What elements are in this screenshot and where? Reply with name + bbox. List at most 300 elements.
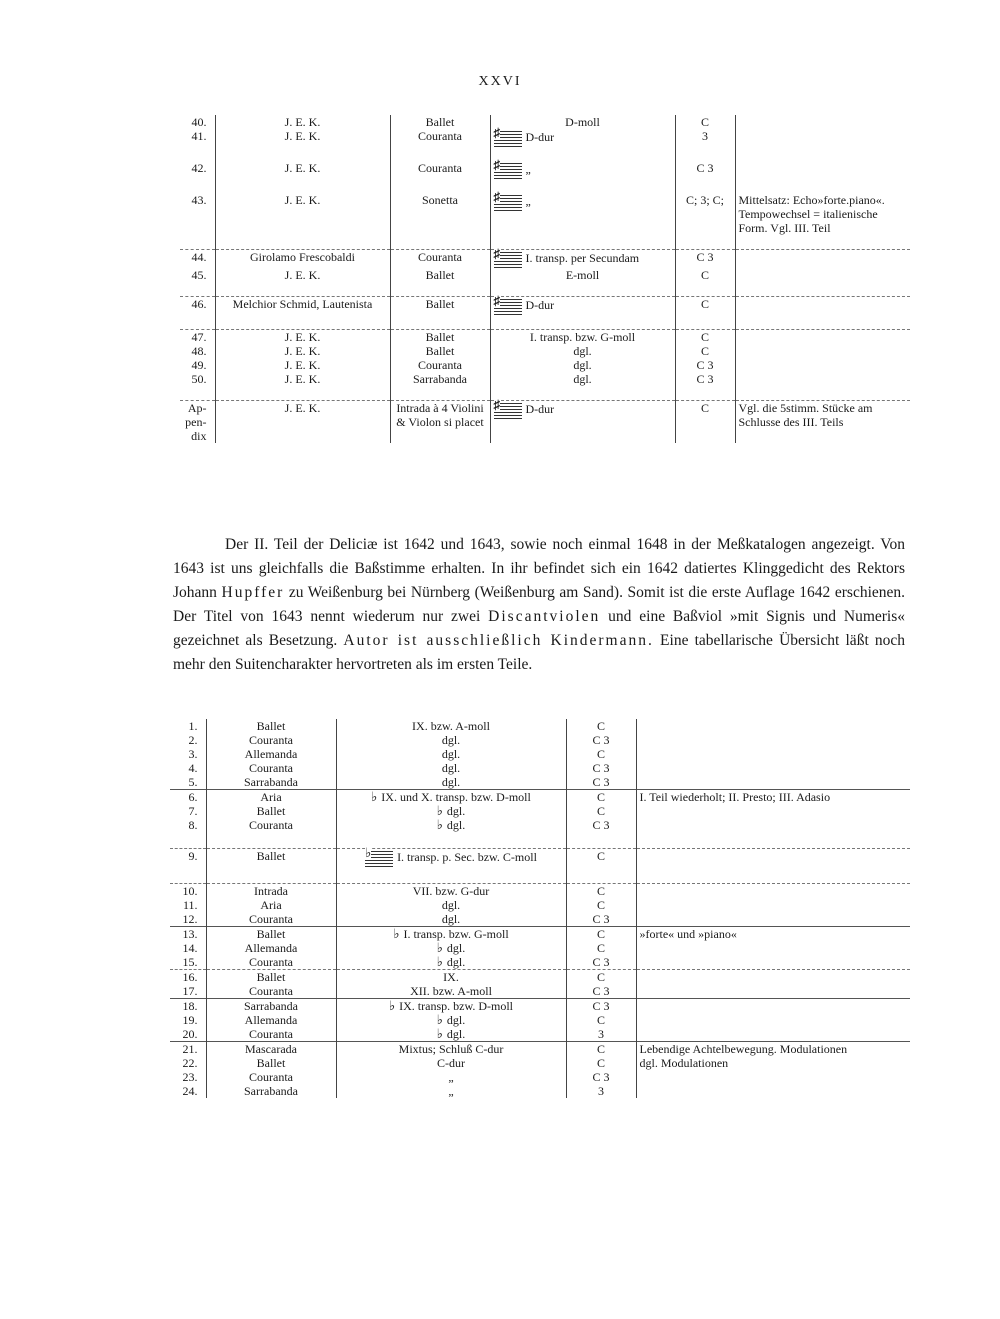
piece-title	[390, 297, 490, 316]
piece-title	[206, 884, 336, 899]
note-text: Vgl. die 5stimm. Stücke am Schlusse des III. Teils	[738, 401, 873, 429]
meter	[566, 775, 636, 790]
piece-title-text: Ballet	[425, 344, 455, 358]
row-number-text: 40.	[191, 115, 207, 129]
table-row	[170, 733, 910, 747]
row-number	[170, 747, 206, 761]
key	[336, 955, 566, 970]
row-spacer	[180, 315, 910, 330]
key-text: dgl.	[441, 775, 461, 789]
meter-text: 3	[598, 1084, 604, 1098]
composer	[215, 297, 390, 316]
row-number	[170, 984, 206, 999]
note	[735, 268, 910, 282]
note	[636, 1084, 910, 1098]
piece-title-text: Allemanda	[244, 941, 298, 955]
key-text: dgl.	[573, 358, 592, 372]
piece-title	[390, 372, 490, 386]
row-number	[170, 1084, 206, 1098]
sharp-icon: ♯	[493, 157, 500, 172]
row-number-text: 16.	[182, 970, 198, 984]
row-number-text: Ap- pen- dix	[185, 401, 207, 443]
table-row	[180, 344, 910, 358]
row-number	[170, 1027, 206, 1042]
meter-text: C 3	[592, 733, 610, 747]
meter-text: C 3	[696, 372, 714, 386]
row-number	[170, 804, 206, 818]
table-row	[170, 941, 910, 955]
composer	[215, 161, 390, 179]
meter	[566, 1027, 636, 1042]
key	[336, 927, 566, 942]
piece-title-text: Couranta	[418, 358, 462, 372]
key	[490, 358, 675, 372]
piece-title-text: Sarrabanda	[244, 999, 298, 1013]
piece-title	[206, 970, 336, 985]
key-text: I. transp. per Secundam	[525, 250, 640, 265]
meter	[675, 372, 735, 386]
key	[336, 1056, 566, 1070]
key	[336, 984, 566, 999]
key-text: dgl.	[446, 941, 466, 955]
note	[735, 297, 910, 316]
table-row	[170, 1027, 910, 1042]
piece-title	[206, 849, 336, 868]
piece-title	[390, 161, 490, 179]
piece-title	[390, 358, 490, 372]
table-row	[180, 297, 910, 316]
key	[336, 790, 566, 805]
clef-icon	[493, 293, 522, 315]
piece-title	[206, 733, 336, 747]
row-number	[170, 955, 206, 970]
table-row	[170, 927, 910, 942]
piece-title-text: Sarrabanda	[244, 775, 298, 789]
row-number-text: 13.	[182, 927, 198, 941]
key-text: VII. bzw. G-dur	[412, 884, 490, 898]
key-text: I. transp. p. Sec. bzw. C-moll	[397, 849, 537, 864]
piece-title	[206, 747, 336, 761]
composer	[215, 358, 390, 372]
note	[735, 344, 910, 358]
key	[336, 912, 566, 927]
key	[336, 898, 566, 912]
flat-icon: ♭	[393, 926, 400, 941]
meter-text: C	[700, 115, 709, 129]
piece-title-text: Mascarada	[245, 1042, 297, 1056]
meter	[566, 1084, 636, 1098]
table-row	[180, 161, 910, 179]
piece-title-text: Couranta	[249, 733, 293, 747]
flat-icon: ♭	[436, 954, 443, 969]
key	[490, 397, 675, 444]
piece-title	[390, 268, 490, 282]
meter	[566, 733, 636, 747]
key-text: Mixtus; Schluß C-dur	[398, 1042, 504, 1056]
piece-title	[206, 818, 336, 832]
composer-text: J. E. K.	[284, 401, 321, 415]
sharp-icon: ♯	[493, 293, 500, 308]
meter	[675, 358, 735, 372]
meter	[566, 818, 636, 832]
meter	[566, 804, 636, 818]
meter	[566, 1013, 636, 1027]
row-number-text: 18.	[182, 999, 198, 1013]
meter-text: C	[596, 719, 605, 733]
composer-text: J. E. K.	[284, 161, 321, 175]
clef-icon	[493, 157, 522, 179]
composer	[215, 401, 390, 444]
meter-text: C 3	[592, 955, 610, 969]
meter	[675, 330, 735, 345]
note	[636, 912, 910, 927]
key	[336, 999, 566, 1014]
row-number	[170, 849, 206, 868]
note	[735, 161, 910, 179]
piece-title-text: Couranta	[249, 984, 293, 998]
piece-title-text: Couranta	[418, 161, 462, 175]
row-number-text: 8.	[188, 818, 198, 832]
key	[490, 372, 675, 386]
composer-text: J. E. K.	[284, 330, 321, 344]
piece-title-text: Aria	[260, 898, 282, 912]
piece-title	[390, 193, 490, 235]
piece-title-text: Ballet	[256, 804, 286, 818]
meter-text: C	[596, 790, 605, 804]
emphasis-discantviolen: Discantviolen	[488, 608, 601, 625]
key-text: dgl.	[441, 747, 461, 761]
row-number	[180, 330, 215, 345]
composer	[215, 372, 390, 386]
row-spacer	[180, 235, 910, 250]
key	[336, 733, 566, 747]
paragraph-text-4: Eine tabellarische Übersicht läßt noch mehr den Suitencharakter hervortreten als im ersten Teile.	[173, 632, 906, 673]
table-row	[170, 999, 910, 1014]
emphasis-author: Autor ist ausschließlich Kindermann.	[343, 632, 654, 649]
table-row	[170, 818, 910, 832]
piece-title-text: Sonetta	[422, 193, 458, 207]
table-row	[170, 719, 910, 733]
note	[735, 129, 910, 147]
note	[636, 999, 910, 1014]
key	[490, 115, 675, 129]
paragraph-text-1: Der II. Teil der Deliciæ ist 1642 und 1643, sowie noch einmal 1648 in der Meßkatalogen angezeigt. Von 1643 ist uns gleichfalls die Baßstimme erhalten. In ihr befindet sich ein 1642 datiertes Klinggedicht des Rektors Johann	[173, 536, 905, 601]
meter	[675, 115, 735, 129]
flat-icon: ♭	[436, 1026, 443, 1041]
flat-icon: ♭	[388, 998, 396, 1013]
clef-icon	[493, 246, 522, 268]
note-text: I. Teil wiederholt; II. Presto; III. Adasio	[639, 790, 831, 804]
meter	[675, 161, 735, 179]
key	[336, 761, 566, 775]
row-number-text: 15.	[182, 955, 198, 969]
piece-title	[390, 250, 490, 269]
paragraph-text-2: zu Weißenburg bei Nürnberg (Weißenburg am Sand). Somit ist die erste Auflage 1642 erschienen. Der Titel von 1643 nennt wiederum nur zwei	[173, 584, 906, 625]
row-spacer	[180, 147, 910, 161]
meter	[566, 984, 636, 999]
table-row	[170, 984, 910, 999]
note	[636, 984, 910, 999]
flat-icon: ♭	[436, 940, 443, 955]
key-text: „	[448, 1084, 454, 1098]
row-number	[170, 927, 206, 942]
meter-text: C	[596, 898, 605, 912]
piece-title	[206, 1056, 336, 1070]
row-number-text: 10.	[182, 884, 198, 898]
piece-title-text: Couranta	[249, 1027, 293, 1041]
meter-text: 3	[702, 129, 708, 143]
row-number	[170, 818, 206, 832]
row-number	[170, 884, 206, 899]
note	[636, 1070, 910, 1084]
description-paragraph	[173, 533, 905, 677]
row-number-text: 22.	[182, 1056, 198, 1070]
piece-title-text: Aria	[260, 790, 282, 804]
meter	[566, 999, 636, 1014]
meter	[566, 955, 636, 970]
composer	[215, 250, 390, 269]
composer	[215, 129, 390, 147]
composer	[215, 330, 390, 345]
key-text: dgl.	[446, 1027, 466, 1041]
row-number	[170, 775, 206, 790]
piece-title-text: Couranta	[418, 250, 462, 264]
key-text: „	[525, 193, 531, 208]
meter-text: C	[596, 941, 605, 955]
table-row	[180, 115, 910, 129]
row-spacer	[170, 832, 910, 849]
key-text: I. transp. bzw. G-moll	[529, 330, 636, 344]
note	[636, 761, 910, 775]
piece-title-text: Ballet	[425, 297, 455, 311]
piece-title-text: Intrada à 4 Violini & Violon si placet	[396, 401, 484, 429]
table-row	[170, 747, 910, 761]
note-text: Mittelsatz: Echo»forte.piano«. Tempowechsel = italienische Form. Vgl. III. Teil	[738, 193, 885, 235]
piece-title	[390, 115, 490, 129]
meter-text: C	[700, 330, 709, 344]
clef-icon	[493, 397, 522, 419]
meter	[566, 719, 636, 733]
table-row	[170, 761, 910, 775]
row-number-text: 23.	[182, 1070, 198, 1084]
row-spacer	[170, 867, 910, 884]
key-text: IX. bzw. A-moll	[412, 719, 490, 733]
key-text: dgl.	[441, 912, 461, 926]
row-number	[180, 161, 215, 179]
table-row	[180, 330, 910, 345]
note	[636, 1027, 910, 1042]
piece-title-text: Ballet	[256, 927, 286, 941]
row-number-text: 3.	[188, 747, 198, 761]
composer-text: Melchior Schmid, Lautenista	[232, 297, 373, 311]
piece-title	[390, 330, 490, 345]
piece-title-text: Ballet	[256, 849, 286, 863]
piece-title	[206, 1013, 336, 1027]
row-number	[170, 1013, 206, 1027]
piece-title-text: Couranta	[418, 129, 462, 143]
meter-text: C	[596, 849, 605, 863]
piece-title-text: Couranta	[249, 912, 293, 926]
row-spacer	[180, 386, 910, 401]
row-number	[170, 1042, 206, 1057]
key	[336, 1070, 566, 1084]
composer-text: Girolamo Frescobaldi	[250, 250, 355, 264]
meter	[675, 129, 735, 147]
row-number	[180, 268, 215, 282]
piece-title-text: Allemanda	[244, 747, 298, 761]
meter	[566, 898, 636, 912]
note	[636, 898, 910, 912]
clef-icon	[493, 189, 522, 211]
pieces-table-part-one	[180, 115, 910, 443]
row-number	[180, 372, 215, 386]
key-text: dgl.	[573, 344, 592, 358]
table-row	[170, 1056, 910, 1070]
flat-icon: ♭	[436, 803, 443, 818]
row-number	[180, 297, 215, 316]
meter-text: C	[700, 268, 709, 282]
row-number-text: 49.	[191, 358, 207, 372]
table-row	[170, 1084, 910, 1098]
meter-text: C 3	[592, 1070, 610, 1084]
key-text: dgl.	[441, 733, 461, 747]
meter	[566, 849, 636, 868]
table-row	[170, 849, 910, 868]
key	[336, 1042, 566, 1057]
piece-title	[206, 1042, 336, 1057]
row-number	[170, 719, 206, 733]
paragraph-text-3: und eine Baßviol »mit Signis und Numeris« gezeichnet als Besetzung.	[173, 608, 906, 649]
meter-text: C 3	[592, 999, 610, 1013]
note	[735, 193, 910, 235]
table-row	[170, 790, 910, 805]
piece-title	[206, 719, 336, 733]
note	[636, 804, 910, 818]
meter	[566, 927, 636, 942]
composer-text: J. E. K.	[284, 268, 321, 282]
row-number-text: 47.	[191, 330, 207, 344]
meter-text: C	[596, 1056, 605, 1070]
name-hupffer: Hupffer	[221, 584, 285, 601]
piece-title	[390, 129, 490, 147]
key-text: dgl.	[446, 1013, 466, 1027]
page-number: XXVI	[478, 74, 522, 89]
row-number-text: 41.	[191, 129, 207, 143]
key	[336, 970, 566, 985]
piece-title	[206, 761, 336, 775]
piece-title	[206, 775, 336, 790]
note	[636, 970, 910, 985]
table-row	[170, 912, 910, 927]
meter	[566, 761, 636, 775]
row-number	[170, 898, 206, 912]
row-number	[170, 1070, 206, 1084]
meter	[566, 790, 636, 805]
piece-title	[206, 1070, 336, 1084]
key-text: D-dur	[525, 129, 555, 144]
meter-text: C 3	[592, 775, 610, 789]
row-number	[180, 358, 215, 372]
note	[735, 250, 910, 269]
key-text: dgl.	[441, 761, 461, 775]
piece-title-text: Ballet	[256, 1056, 286, 1070]
note	[636, 790, 910, 805]
piece-title-text: Couranta	[249, 1070, 293, 1084]
row-number-text: 46.	[191, 297, 207, 311]
row-number	[170, 999, 206, 1014]
row-number-text: 6.	[188, 790, 198, 804]
pieces-table-part-two	[170, 719, 910, 1098]
row-number	[170, 733, 206, 747]
key	[336, 818, 566, 832]
meter	[675, 297, 735, 316]
flat-icon: ♭	[371, 789, 378, 804]
table-row	[180, 401, 910, 444]
row-number-text: 12.	[182, 912, 198, 926]
note	[636, 1042, 910, 1057]
row-number-text: 20.	[182, 1027, 198, 1041]
note-text: Lebendige Achtelbewegung. Modulationen	[639, 1042, 848, 1056]
meter	[675, 344, 735, 358]
meter	[675, 250, 735, 269]
clef-icon	[365, 845, 393, 867]
row-number	[170, 912, 206, 927]
meter	[566, 1056, 636, 1070]
key-text: D-moll	[565, 115, 600, 129]
meter-text: C	[596, 884, 605, 898]
key	[490, 330, 675, 345]
key	[336, 719, 566, 733]
flat-icon: ♭	[436, 817, 443, 832]
key	[490, 125, 675, 147]
piece-title	[206, 984, 336, 999]
clef-icon	[493, 125, 522, 147]
row-number	[180, 344, 215, 358]
key-text: I. transp. bzw. G-moll	[403, 927, 509, 941]
row-number-text: 24.	[182, 1084, 198, 1098]
piece-title	[206, 790, 336, 805]
key	[336, 845, 566, 868]
row-number-text: 43.	[191, 193, 207, 207]
piece-title	[206, 1027, 336, 1042]
key-text: XII. bzw. A-moll	[410, 984, 492, 998]
meter	[566, 1042, 636, 1057]
sharp-icon: ♯	[493, 397, 500, 412]
row-number-text: 9.	[188, 849, 198, 863]
note	[735, 115, 910, 129]
composer-text: J. E. K.	[284, 344, 321, 358]
table-row	[180, 372, 910, 386]
row-number-text: 44.	[191, 250, 207, 264]
table-row	[170, 775, 910, 790]
row-number-text: 11.	[182, 898, 198, 912]
composer-text: J. E. K.	[284, 193, 321, 207]
row-number	[170, 941, 206, 955]
composer	[215, 344, 390, 358]
key	[336, 884, 566, 899]
key-text: dgl.	[441, 898, 461, 912]
note	[636, 719, 910, 733]
key	[490, 344, 675, 358]
note	[636, 1056, 910, 1070]
composer-text: J. E. K.	[284, 372, 321, 386]
key-text: IX. und X. transp. bzw. D-moll	[381, 790, 531, 804]
note	[636, 775, 910, 790]
note-text: »forte« und »piano«	[639, 927, 737, 941]
piece-title	[206, 927, 336, 942]
key-text: E-moll	[565, 268, 600, 282]
row-number-text: 2.	[188, 733, 198, 747]
